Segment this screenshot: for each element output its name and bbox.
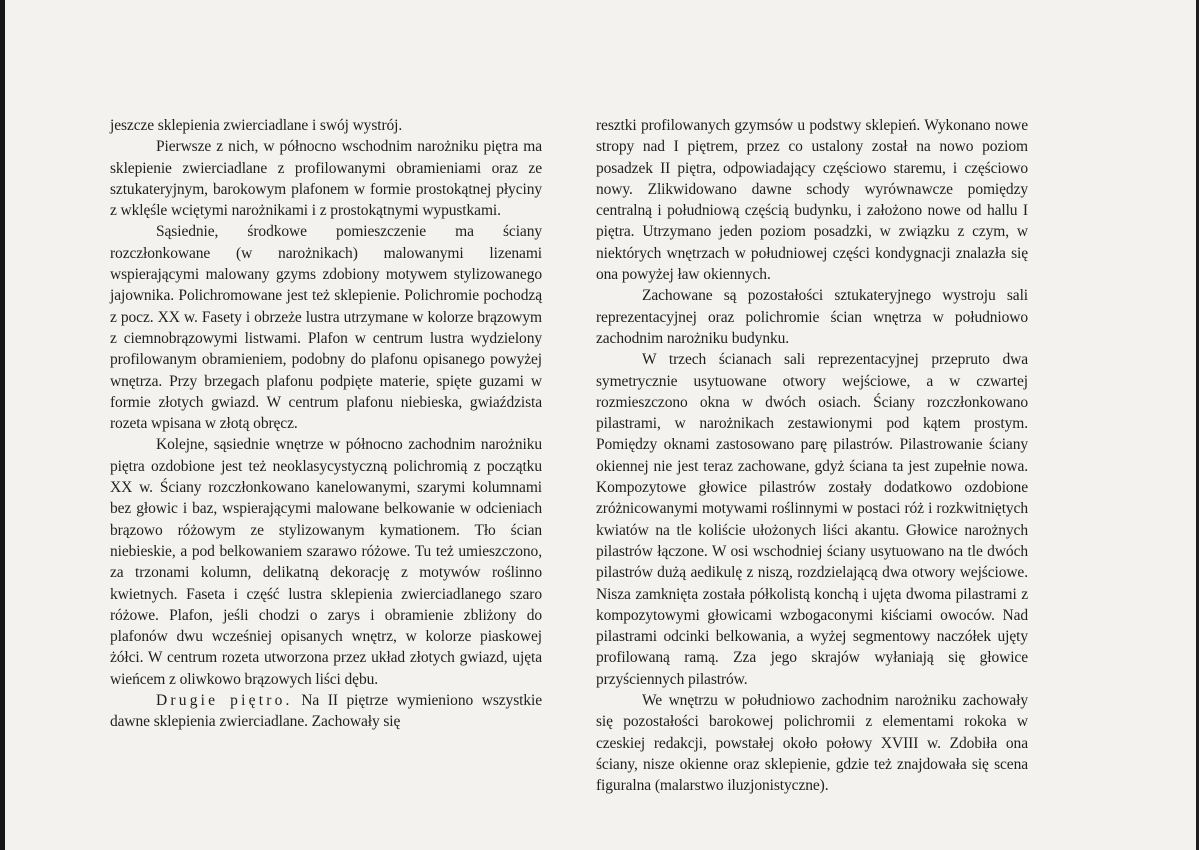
- paragraph: Sąsiednie, środkowe pomieszczenie ma ściany rozczłonkowane (w narożnikach) malowanymi lizenami wspierającymi malowany gzyms zdobiony motywem stylizowanego jajownika. Polichromowane jest też sklepienie. Polichromie pochodzą z pocz. XX w. Fasety i obrzeże lustra utrzymane w kolorze brązowym z ciemnobrązowymi listwami. Plafon w centrum lustra wydzielony profilowanym obramieniem, podobny do plafonu opisanego powyżej wnętrza. Przy brzegach plafonu podpięte materie, spięte guzami w formie złotych gwiazd. W centrum plafonu niebieska, gwiaździsta rozeta wpisana w złotą obręcz.: [110, 223, 542, 433]
- paragraph-second-floor: [110, 690, 542, 733]
- paragraph: jeszcze sklepienia zwierciadlane i swój wystrój.: [110, 117, 403, 134]
- paragraph: W trzech ścianach sali reprezentacyjnej przepruto dwa symetrycznie usytuowane otwory wejściowe, a w czwartej rozmieszczono okna w dwóch osiach. Ściany rozczłonkowano pilastrami, w narożnikach zestawionymi pod kątem prostym. Pomiędzy oknami zastosowano parę pilastrów. Pilastrowanie ściany okiennej nie jest teraz zachowane, gdyż ściana ta jest zupełnie nowa. Kompozytowe głowice pilastrów zostały dodatkowo ozdobione zróżnicowanymi motywami roślinnymi w postaci róż i rozkwitniętych kwiatów na tle koliście ułożonych liści akantu. Głowice narożnych pilastrów łączone. W osi wschodniej ściany usytuowano na tle dwóch pilastrów dużą aedikulę z niszą, rozdzielającą dwa otwory wejściowe. Nisza zamknięta została półkolistą konchą i ujęta dwoma pilastrami z kompozytowymi głowicami wzbogaconymi kiściami owoców. Nad pilastrami odcinki belkowania, a wyżej segmentowy naczółek ujęty profilowaną ramą. Zza jego skrajów wyłaniają się głowice przyściennych pilastrów.: [596, 351, 1028, 688]
- paragraph: Zachowane są pozostałości sztukateryjnego wystroju sali reprezentacyjnej oraz polichromie ścian wnętrza w południowo zachodnim narożniku budynku.: [596, 287, 1028, 347]
- scan-border-left: [0, 0, 5, 850]
- section-heading-second-floor: Drugie piętro.: [156, 692, 293, 710]
- paragraph: resztki profilowanych gzymsów u podstwy sklepień. Wykonano nowe stropy nad I piętrem, przez co ustalony został na nowo poziom posadzek II piętra, odpowiadający częściowo staremu, i częściowo nowy. Zlikwidowano dawne schody wyrównawcze pomiędzy centralną i południową częścią budynku, i założono nowe od hallu I piętra. Utrzymano jeden poziom posadzki, w związku z czym, w niektórych wnętrzach w południowej części kondygnacji znalazła się ona powyżej ław okiennych.: [596, 117, 1028, 284]
- paragraph: Pierwsze z nich, w północno wschodnim narożniku piętra ma sklepienie zwierciadlane z profilowanymi obramieniami oraz ze sztukateryjnym, barokowym plafonem w formie prostokątnej płyciny z wklęśle wciętymi narożnikami i z prostokątnymi wypustkami.: [110, 138, 542, 220]
- paragraph: Kolejne, sąsiednie wnętrze w północno zachodnim narożniku piętra ozdobione jest też neoklasycystyczną polichromią z początku XX w. Ściany rozczłonkowano kanelowanymi, szarymi kolumnami bez głowic i baz, wspierającymi malowane belkowanie w odcieniach brązowo różowym ze stylizowanym kymationem. Tło ścian niebieskie, a pod belkowaniem szarawo różowe. Tu też umieszczono, za trzonami kolumn, delikatną dekorację z motywów roślinno kwietnych. Faseta i część lustra sklepienia zwierciadlanego szaro różowe. Plafon, jeśli chodzi o zarys i obramienie zbliżony do plafonów dwu wcześniej opisanych wnętrz, w kolorze piaskowej żółci. W centrum rozeta utworzona przez układ złotych gwiazd, ujęta wieńcem z oliwkowo brązowych liści dębu.: [110, 436, 542, 688]
- right-text-column: [596, 115, 1028, 797]
- paragraph: We wnętrzu w południowo zachodnim narożniku zachowały się pozostałości barokowej polichromii z elementami rokoka w czeskiej redakcji, powstałej około połowy XVIII w. Zdobiła ona ściany, nisze okienne oraz sklepienie, gdzie też znajdowała się scena figuralna (malarstwo iluzjonistyczne).: [596, 692, 1028, 795]
- paragraph-text: Na II piętrze wymieniono wszystkie dawne sklepienia zwierciadlane. Zachowały się: [110, 692, 542, 731]
- left-text-column: [110, 115, 542, 733]
